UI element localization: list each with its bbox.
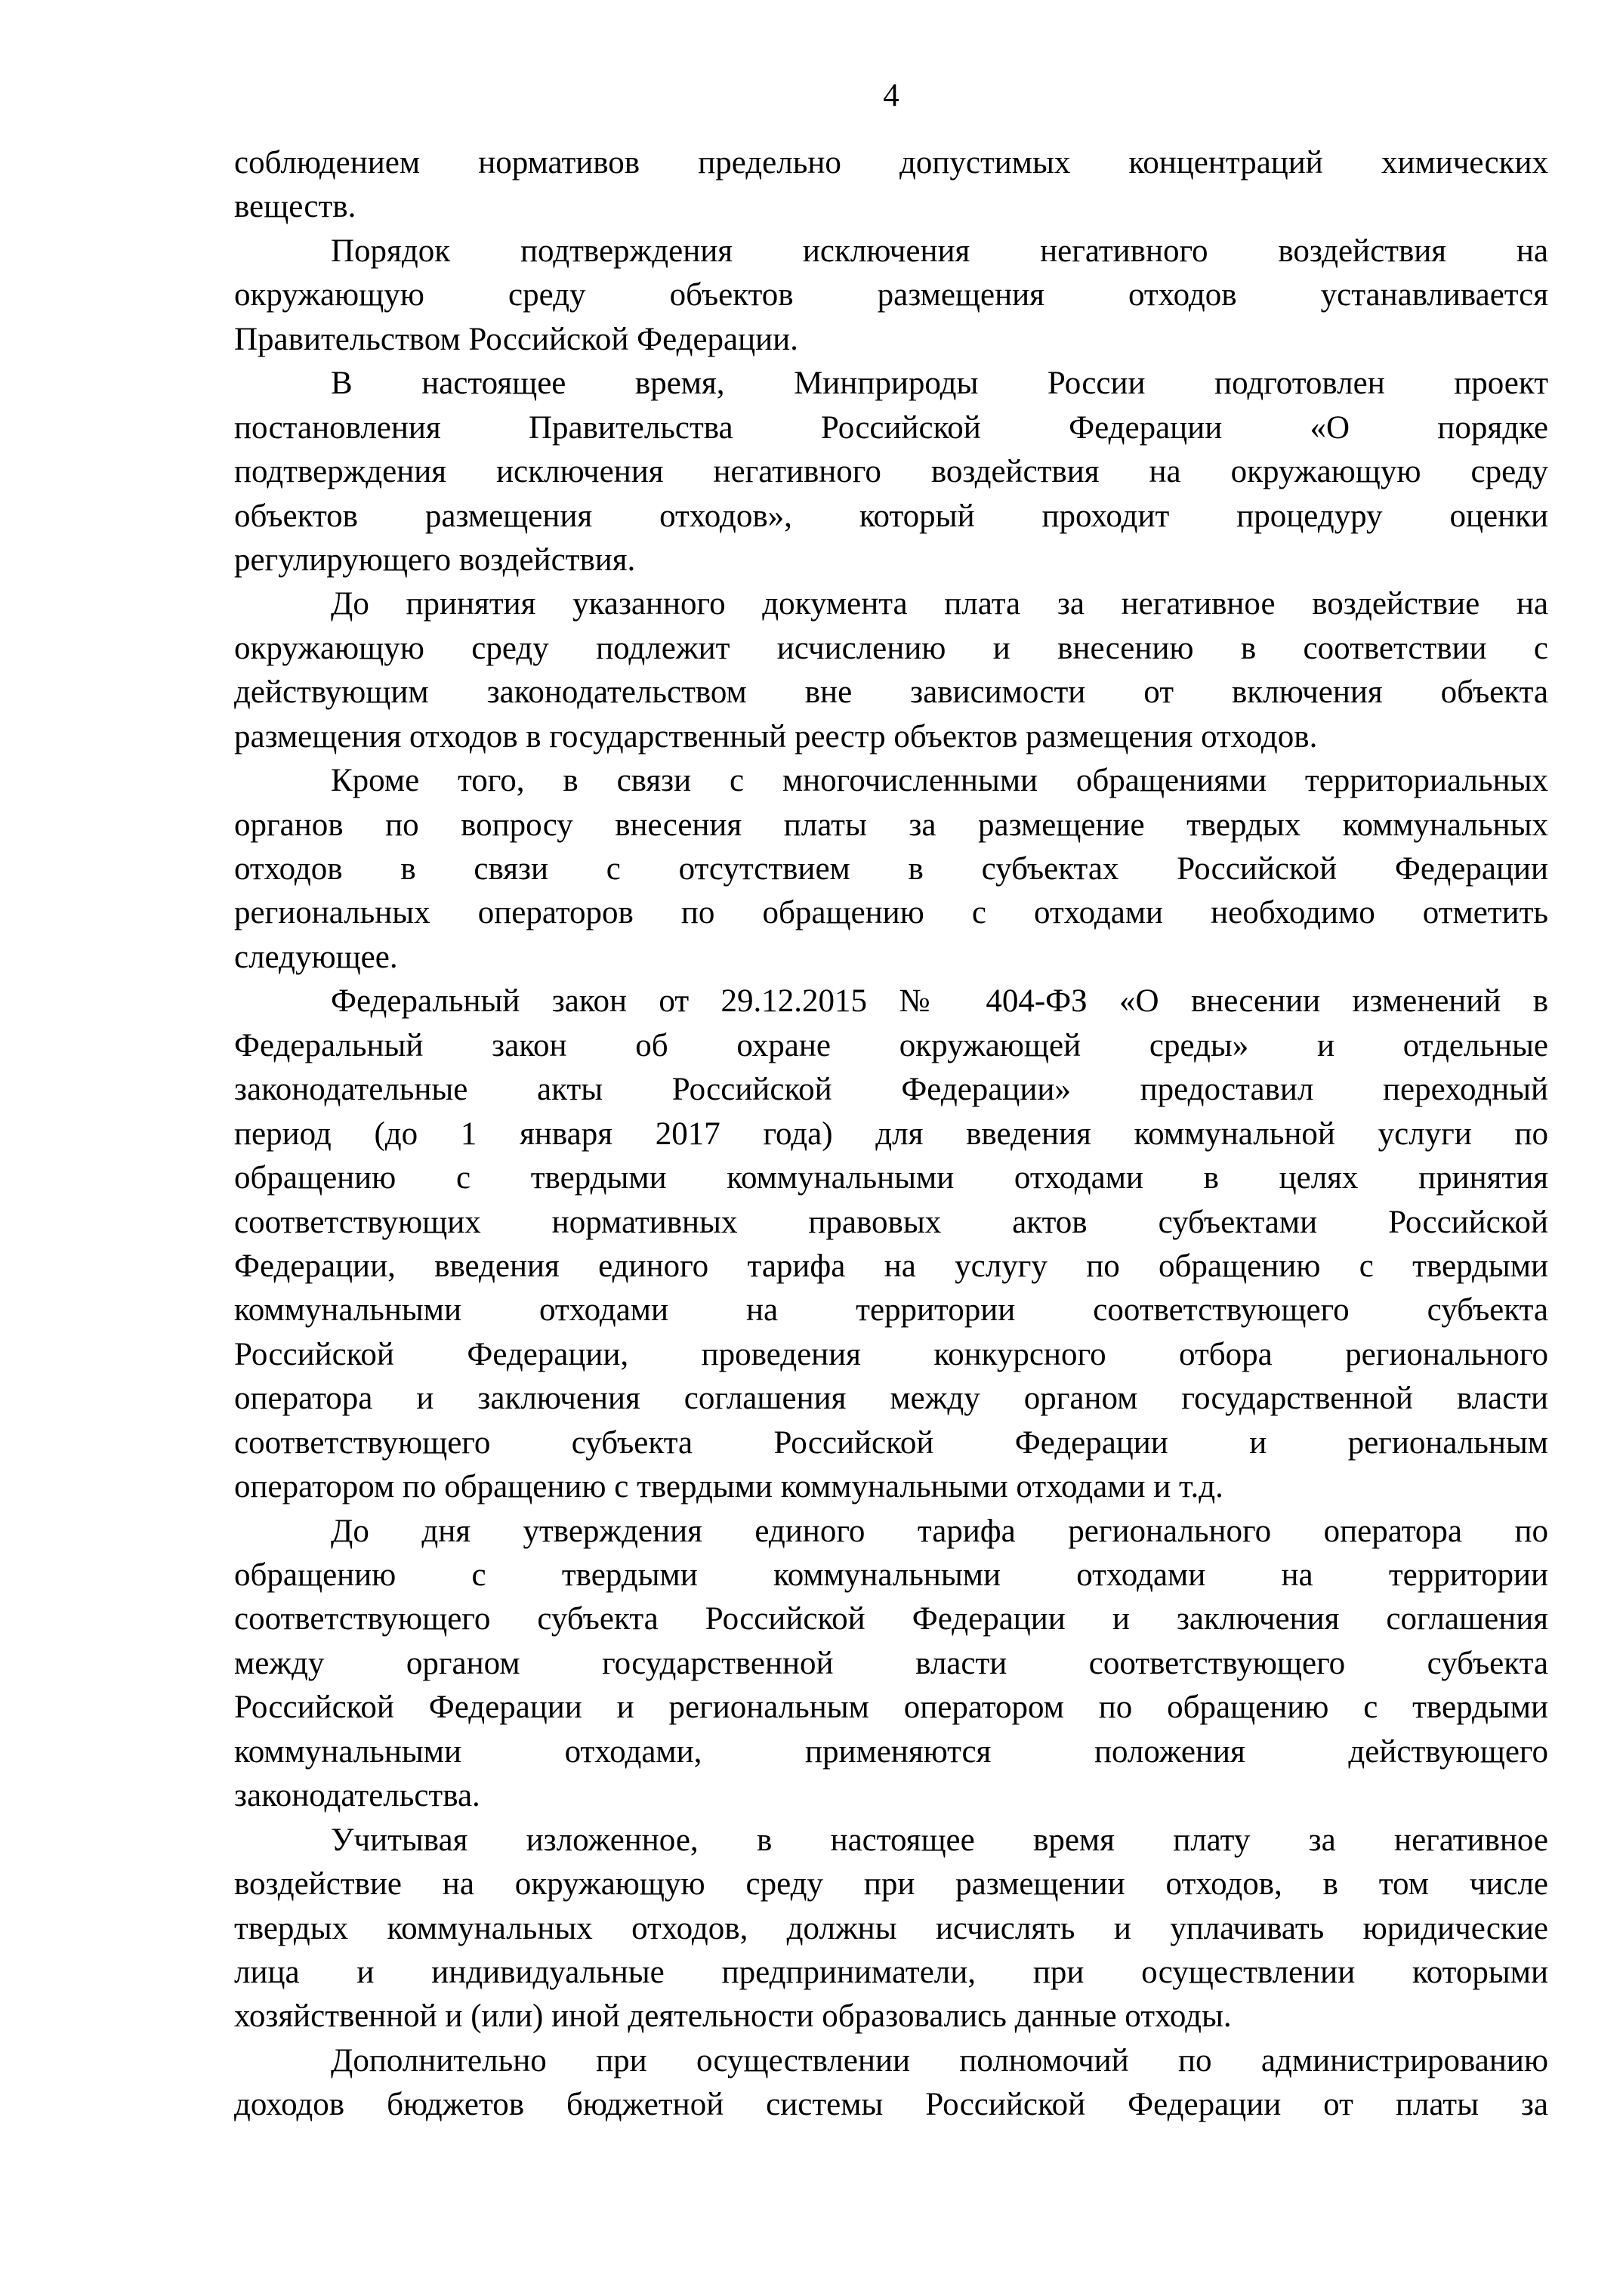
text-line: период (до 1 января 2017 года) для введения коммунальной услуги по — [234, 1116, 1548, 1152]
text-line: постановления Правительства Российской Федерации «О порядке — [234, 409, 1548, 446]
text-line: Учитывая изложенное, в настоящее время плату за негативное — [331, 1822, 1548, 1858]
text-line: органов по вопросу внесения платы за размещение твердых коммунальных — [234, 807, 1548, 843]
text-line: размещения отходов в государственный реестр объектов размещения отходов. — [234, 718, 1318, 755]
text-line: Федеральный закон от 29.12.2015 № 404-ФЗ «О внесении изменений в — [331, 983, 1548, 1020]
text-line: обращению с твердыми коммунальными отходами на территории — [234, 1557, 1548, 1593]
text-line: В настоящее время, Минприроды России подготовлен проект — [331, 366, 1548, 402]
text-line: оператором по обращению с твердыми коммунальными отходами и т.д. — [234, 1469, 1223, 1505]
text-line: обращению с твердыми коммунальными отходами в целях принятия — [234, 1160, 1548, 1196]
document-body — [234, 141, 1548, 2128]
text-line: хозяйственной и (или) иной деятельности образовались данные отходы. — [234, 1998, 1232, 2035]
text-line: коммунальными отходами, применяются положения действующего — [234, 1733, 1548, 1770]
text-line: соответствующих нормативных правовых актов субъектами Российской — [234, 1204, 1548, 1240]
text-line: отходов в связи с отсутствием в субъектах Российской Федерации — [234, 851, 1548, 887]
text-line: соответствующего субъекта Российской Федерации и региональным — [234, 1424, 1548, 1461]
text-line: Правительством Российской Федерации. — [234, 321, 798, 357]
text-line: Порядок подтверждения исключения негативного воздействия на — [331, 233, 1548, 269]
text-line: между органом государственной власти соответствующего субъекта — [234, 1645, 1548, 1681]
text-line: региональных операторов по обращению с отходами необходимо отметить — [234, 895, 1548, 931]
text-line: лица и индивидуальные предприниматели, при осуществлении которыми — [234, 1954, 1548, 1990]
text-line: До дня утверждения единого тарифа регионального оператора по — [331, 1513, 1548, 1549]
text-line: Российской Федерации и региональным оператором по обращению с твердыми — [234, 1690, 1548, 1726]
text-line: подтверждения исключения негативного воздействия на окружающую среду — [234, 454, 1548, 490]
text-line: Российской Федерации, проведения конкурсного отбора регионального — [234, 1336, 1548, 1372]
page-number: 4 — [883, 78, 899, 113]
text-line: доходов бюджетов бюджетной системы Российской Федерации от платы за — [234, 2087, 1548, 2123]
text-line: твердых коммунальных отходов, должны исчислять и уплачивать юридические — [234, 1910, 1548, 1946]
text-line: Федерации, введения единого тарифа на услугу по обращению с твердыми — [234, 1248, 1548, 1284]
text-line: объектов размещения отходов», который проходит процедуру оценки — [234, 498, 1548, 534]
text-line: соблюдением нормативов предельно допустимых концентраций химических — [234, 145, 1548, 181]
text-line: веществ. — [234, 189, 356, 225]
text-line: Федеральный закон об охране окружающей среды» и отдельные — [234, 1027, 1548, 1063]
text-line: следующее. — [234, 939, 398, 975]
text-line: До принятия указанного документа плата за негативное воздействие на — [331, 586, 1548, 622]
text-line: окружающую среду объектов размещения отходов устанавливается — [234, 277, 1548, 313]
text-line: Кроме того, в связи с многочисленными обращениями территориальных — [331, 763, 1548, 799]
text-line: коммунальными отходами на территории соответствующего субъекта — [234, 1292, 1548, 1329]
text-line: законодательные акты Российской Федерации» предоставил переходный — [234, 1072, 1548, 1108]
text-line: Дополнительно при осуществлении полномочий по администрированию — [331, 2042, 1548, 2078]
text-line: оператора и заключения соглашения между органом государственной власти — [234, 1381, 1548, 1417]
text-line: действующим законодательством вне зависимости от включения объекта — [234, 674, 1548, 711]
text-line: окружающую среду подлежит исчислению и внесению в соответствии с — [234, 630, 1548, 666]
text-line: законодательства. — [234, 1778, 480, 1814]
text-line: соответствующего субъекта Российской Федерации и заключения соглашения — [234, 1601, 1548, 1637]
text-line: регулирующего воздействия. — [234, 542, 636, 578]
text-line: воздействие на окружающую среду при размещении отходов, в том числе — [234, 1866, 1548, 1903]
